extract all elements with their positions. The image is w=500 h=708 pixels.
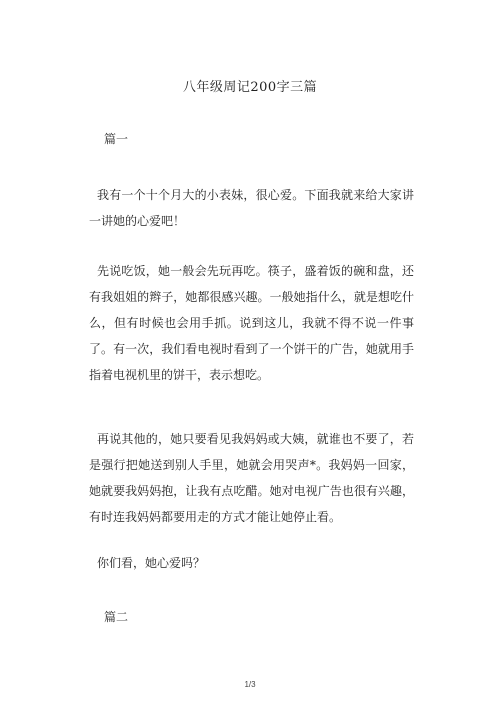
section-heading-1: 篇一 (104, 132, 129, 146)
paragraph-1 (89, 182, 414, 234)
paragraph-text: 你们看，她心爱吗？ (97, 556, 206, 570)
paragraph-text: 再说其他的，她只要看见我妈妈或大姨，就谁也不要了，若是强行把她送到别人手里，她就会用哭声*。我妈妈一回家，她就要我妈妈抱，让我有点吃醋。她对电视广告也很有兴趣，有时连我妈妈都要用走的方式才能让她停止看。 (89, 432, 414, 524)
paragraph-3 (89, 426, 414, 530)
section-heading-2: 篇二 (104, 610, 129, 624)
page-number: 1/3 (244, 680, 256, 689)
paragraph-4 (89, 550, 414, 576)
document-title: 八年级周记200字三篇 (182, 80, 318, 95)
paragraph-text: 先说吃饭，她一般会先玩再吃。筷子，盛着饭的碗和盘，还有我姐姐的辫子，她都很感兴趣。一般她指什么，就是想吃什么，但有时候也会用手抓。说到这儿，我就不得不说一件事了。有一次，我们看电视时看到了一个饼干的广告，她就用手指着电视机里的饼干，表示想吃。 (89, 264, 414, 382)
paragraph-2 (89, 258, 414, 388)
paragraph-text: 我有一个十个月大的小表妹，很心爱。下面我就来给大家讲一讲她的心爱吧！ (89, 188, 414, 228)
